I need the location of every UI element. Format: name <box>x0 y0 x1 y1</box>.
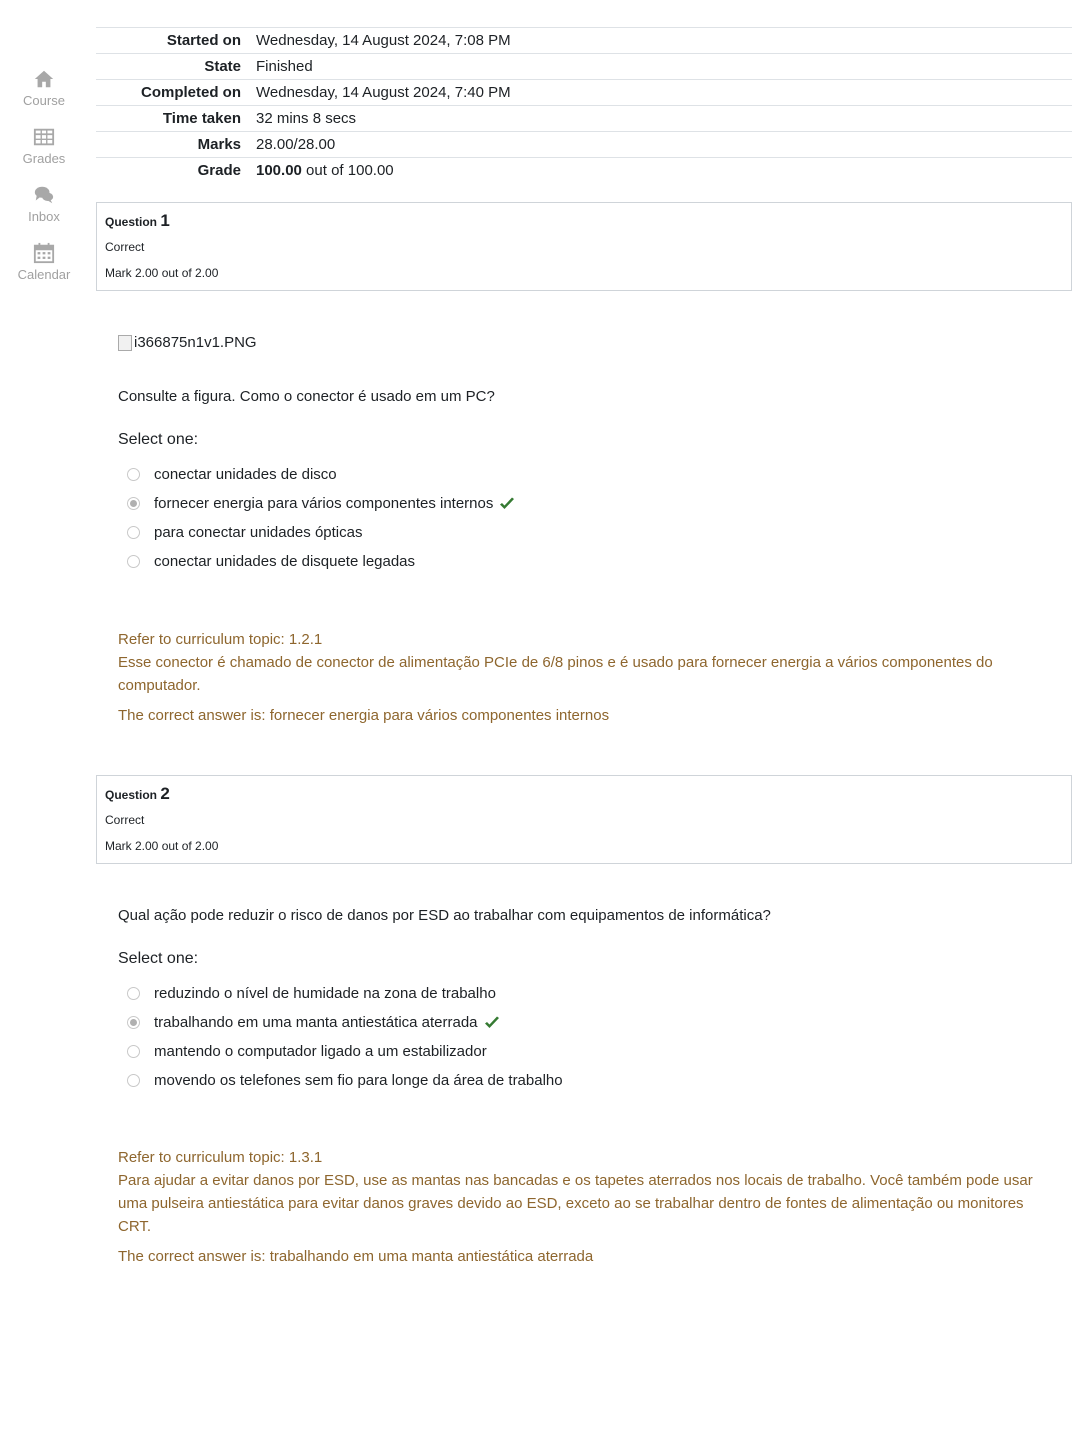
broken-image-icon <box>118 335 132 351</box>
sidebar-item-label: Course <box>23 93 65 108</box>
home-icon <box>33 68 55 90</box>
question-2-info <box>96 775 1072 864</box>
summary-value: 32 mins 8 secs <box>256 106 1072 132</box>
summary-row-started <box>96 28 1072 54</box>
correct-check-icon <box>499 497 515 511</box>
answer-option[interactable] <box>127 1043 487 1060</box>
summary-value <box>256 158 1072 184</box>
sidebar-item-inbox[interactable] <box>0 176 88 234</box>
summary-row-grade <box>96 158 1072 184</box>
answer-option[interactable] <box>127 495 515 512</box>
feedback-topic: Refer to curriculum topic: 1.2.1 <box>118 631 323 648</box>
sidebar-item-calendar[interactable] <box>0 234 88 292</box>
summary-key: State <box>96 54 256 80</box>
question-label: Question <box>105 215 161 229</box>
answer-text: conectar unidades de disco <box>154 466 337 483</box>
question-num: 1 <box>160 211 170 230</box>
calendar-icon <box>33 242 55 264</box>
summary-value: Wednesday, 14 August 2024, 7:40 PM <box>256 80 1072 106</box>
sidebar-item-course[interactable] <box>0 60 88 118</box>
grade-value: 100.00 <box>256 162 302 179</box>
summary-key: Time taken <box>96 106 256 132</box>
radio-button[interactable] <box>127 468 140 481</box>
summary-row-time-taken <box>96 106 1072 132</box>
question-label: Question <box>105 788 161 802</box>
sidebar-nav <box>0 60 88 292</box>
grade-out-of: out of 100.00 <box>301 162 394 179</box>
summary-key: Completed on <box>96 80 256 106</box>
answer-option[interactable] <box>127 524 362 541</box>
answer-text: mantendo o computador ligado a um estabilizador <box>154 1043 487 1060</box>
answer-option[interactable] <box>127 1072 563 1089</box>
question-num: 2 <box>160 784 170 803</box>
answer-text: movendo os telefones sem fio para longe da área de trabalho <box>154 1072 563 1089</box>
question-1-text: Consulte a figura. Como o conector é usado em um PC? <box>118 388 495 405</box>
summary-row-state <box>96 54 1072 80</box>
question-2-right-answer: The correct answer is: trabalhando em uma manta antiestática aterrada <box>118 1248 594 1265</box>
summary-key: Started on <box>96 28 256 54</box>
sidebar-item-label: Inbox <box>28 209 60 224</box>
question-1-image <box>118 334 257 351</box>
radio-button[interactable] <box>127 526 140 539</box>
answer-text: para conectar unidades ópticas <box>154 524 363 541</box>
question-1-info <box>96 202 1072 291</box>
question-number <box>105 211 170 231</box>
chat-icon <box>33 184 55 206</box>
summary-key: Marks <box>96 132 256 158</box>
radio-button[interactable] <box>127 987 140 1000</box>
attempt-summary-table <box>96 27 1072 183</box>
summary-row-completed <box>96 80 1072 106</box>
answer-text: reduzindo o nível de humidade na zona de trabalho <box>154 985 496 1002</box>
answer-option[interactable] <box>127 553 415 570</box>
question-state: Correct <box>105 240 145 254</box>
sidebar-item-label: Calendar <box>17 267 71 282</box>
radio-button[interactable] <box>127 1074 140 1087</box>
answer-text: fornecer energia para vários componentes internos <box>154 495 494 512</box>
question-2-feedback <box>118 1146 1038 1238</box>
answer-option[interactable] <box>127 985 496 1002</box>
feedback-text: Para ajudar a evitar danos por ESD, use as mantas nas bancadas e os tapetes aterrados nos locais de trabalho. Você também pode usar uma pulseira antiestática para evitar danos graves devido ao ESD, exceto ao se trabalhar dentro de fontes de alimentação ou monitores CRT. <box>118 1172 1033 1235</box>
radio-button[interactable] <box>127 1045 140 1058</box>
select-one-prompt: Select one: <box>118 431 199 448</box>
correct-check-icon <box>484 1016 500 1030</box>
image-alt-text: i366875n1v1.PNG <box>134 334 257 351</box>
radio-button-selected[interactable] <box>127 497 140 510</box>
question-2-text: Qual ação pode reduzir o risco de danos por ESD ao trabalhar com equipamentos de informática? <box>118 907 771 924</box>
question-1-feedback <box>118 628 1038 697</box>
question-grade: Mark 2.00 out of 2.00 <box>105 839 219 853</box>
question-state: Correct <box>105 813 145 827</box>
answer-option[interactable] <box>127 1014 500 1031</box>
feedback-topic: Refer to curriculum topic: 1.3.1 <box>118 1149 323 1166</box>
summary-row-marks <box>96 132 1072 158</box>
sidebar-item-grades[interactable] <box>0 118 88 176</box>
summary-value: Finished <box>256 54 1072 80</box>
answer-text: conectar unidades de disquete legadas <box>154 553 416 570</box>
question-1-right-answer: The correct answer is: fornecer energia para vários componentes internos <box>118 707 610 724</box>
summary-key: Grade <box>96 158 256 184</box>
answer-option[interactable] <box>127 466 337 483</box>
table-icon <box>33 126 55 148</box>
question-number <box>105 784 170 804</box>
summary-value: 28.00/28.00 <box>256 132 1072 158</box>
answer-text: trabalhando em uma manta antiestática aterrada <box>154 1014 478 1031</box>
question-grade: Mark 2.00 out of 2.00 <box>105 266 219 280</box>
feedback-text: Esse conector é chamado de conector de alimentação PCIe de 6/8 pinos e é usado para fornecer energia a vários componentes do computador. <box>118 654 993 694</box>
radio-button[interactable] <box>127 555 140 568</box>
sidebar-item-label: Grades <box>22 151 66 166</box>
select-one-prompt: Select one: <box>118 950 199 967</box>
radio-button-selected[interactable] <box>127 1016 140 1029</box>
summary-value: Wednesday, 14 August 2024, 7:08 PM <box>256 28 1072 54</box>
